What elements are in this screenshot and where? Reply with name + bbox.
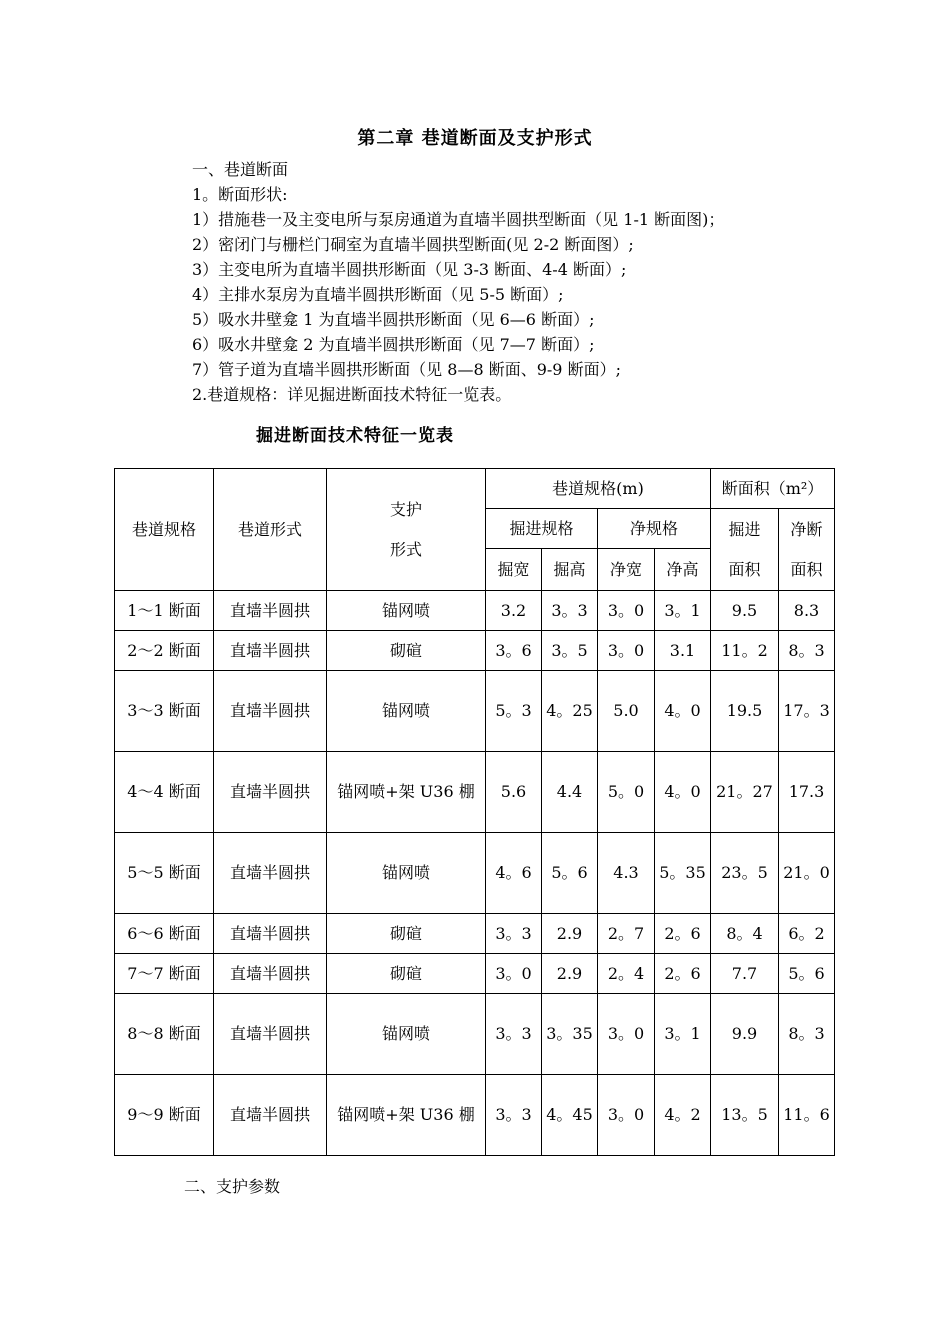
header-net: 净规格 xyxy=(598,509,711,549)
shape-line-7: 7）管子道为直墙半圆拱形断面（见 8—8 断面、9-9 断面）; xyxy=(192,360,621,379)
cell-support: 砌碹 xyxy=(327,914,486,954)
shape-line-2: 2）密闭门与栅栏门硐室为直墙半圆拱型断面(见 2-2 断面图）; xyxy=(192,235,634,254)
cell-exc-area: 11。2 xyxy=(711,631,779,671)
cell-exc-area: 19.5 xyxy=(711,671,779,752)
cell-net-width: 2。7 xyxy=(598,914,655,954)
cell-exc-height: 3。3 xyxy=(542,591,598,631)
cell-exc-height: 4.4 xyxy=(542,752,598,833)
cell-net-area: 17.3 xyxy=(779,752,835,833)
cell-exc-width: 3。0 xyxy=(486,954,542,994)
cell-spec: 9～9 断面 xyxy=(115,1075,214,1156)
header-excavation: 掘进规格 xyxy=(486,509,598,549)
header-dims-group: 巷道规格(m) xyxy=(486,469,711,509)
cell-support: 锚网喷+架 U36 棚 xyxy=(327,752,486,833)
cell-net-area: 8。3 xyxy=(779,631,835,671)
shape-line-3: 3）主变电所为直墙半圆拱形断面（见 3-3 断面、4-4 断面）; xyxy=(192,260,627,279)
cell-exc-area: 21。27 xyxy=(711,752,779,833)
cell-form: 直墙半圆拱 xyxy=(214,631,327,671)
cell-net-width: 3。0 xyxy=(598,1075,655,1156)
cell-net-height: 2。6 xyxy=(655,954,711,994)
table-row xyxy=(115,752,835,833)
header-support-line2: 形式 xyxy=(389,539,422,559)
cell-exc-width: 3。3 xyxy=(486,994,542,1075)
cell-exc-width: 3.2 xyxy=(486,591,542,631)
cell-form: 直墙半圆拱 xyxy=(214,914,327,954)
cell-exc-area: 8。4 xyxy=(711,914,779,954)
cell-exc-width: 3。3 xyxy=(486,914,542,954)
cell-spec: 1～1 断面 xyxy=(115,591,214,631)
cell-support: 砌碹 xyxy=(327,954,486,994)
cell-form: 直墙半圆拱 xyxy=(214,954,327,994)
cell-exc-area: 23。5 xyxy=(711,833,779,914)
cell-net-height: 4。2 xyxy=(655,1075,711,1156)
cell-form: 直墙半圆拱 xyxy=(214,833,327,914)
cell-spec: 3～3 断面 xyxy=(115,671,214,752)
cell-spec: 2～2 断面 xyxy=(115,631,214,671)
header-exc-area-line1: 掘进 xyxy=(728,519,761,539)
chapter-title: 第二章 巷道断面及支护形式 xyxy=(357,128,593,149)
cell-spec: 8～8 断面 xyxy=(115,994,214,1075)
cell-net-area: 8.3 xyxy=(779,591,835,631)
cell-net-area: 21。0 xyxy=(779,833,835,914)
cell-support: 锚网喷 xyxy=(327,833,486,914)
spec-table xyxy=(114,468,835,1156)
header-exc-area xyxy=(711,509,779,591)
cell-net-width: 3。0 xyxy=(598,591,655,631)
header-area-group: 断面积（m²） xyxy=(711,469,835,509)
header-net-height: 净高 xyxy=(655,549,711,591)
shape-line-6: 6）吸水井壁龛 2 为直墙半圆拱形断面（见 7—7 断面）; xyxy=(192,335,595,354)
cell-support: 砌碹 xyxy=(327,631,486,671)
table-row xyxy=(115,954,835,994)
shape-line-1: 1）措施巷一及主变电所与泵房通道为直墙半圆拱型断面（见 1-1 断面图)； xyxy=(192,210,725,229)
cell-net-height: 2。6 xyxy=(655,914,711,954)
cell-spec: 6～6 断面 xyxy=(115,914,214,954)
cell-net-area: 6。2 xyxy=(779,914,835,954)
cell-net-area: 11。6 xyxy=(779,1075,835,1156)
header-support-line1: 支护 xyxy=(389,499,422,519)
cell-exc-width: 5。3 xyxy=(486,671,542,752)
cell-exc-height: 3。35 xyxy=(542,994,598,1075)
cell-spec: 7～7 断面 xyxy=(115,954,214,994)
cell-exc-height: 2.9 xyxy=(542,954,598,994)
header-net-area-line2: 面积 xyxy=(790,559,823,579)
header-net-area xyxy=(779,509,835,591)
cell-net-width: 4.3 xyxy=(598,833,655,914)
cell-exc-area: 9.5 xyxy=(711,591,779,631)
shape-line-5: 5）吸水井壁龛 1 为直墙半圆拱形断面（见 6—6 断面）; xyxy=(192,310,595,329)
header-exc-width: 掘宽 xyxy=(486,549,542,591)
cell-exc-area: 13。5 xyxy=(711,1075,779,1156)
cell-exc-height: 5。6 xyxy=(542,833,598,914)
cell-net-area: 17。3 xyxy=(779,671,835,752)
cell-form: 直墙半圆拱 xyxy=(214,994,327,1075)
cell-net-height: 3。1 xyxy=(655,591,711,631)
cell-exc-height: 4。25 xyxy=(542,671,598,752)
cell-exc-height: 4。45 xyxy=(542,1075,598,1156)
table-row xyxy=(115,591,835,631)
cell-net-width: 5。0 xyxy=(598,752,655,833)
cell-spec: 5～5 断面 xyxy=(115,833,214,914)
header-spec: 巷道规格 xyxy=(115,469,214,591)
cell-net-height: 3。1 xyxy=(655,994,711,1075)
table-row xyxy=(115,1075,835,1156)
table-row xyxy=(115,671,835,752)
item2-line: 2.巷道规格：详见掘进断面技术特征一览表。 xyxy=(192,385,512,404)
cell-net-width: 3。0 xyxy=(598,631,655,671)
header-net-width: 净宽 xyxy=(598,549,655,591)
header-form: 巷道形式 xyxy=(214,469,327,591)
header-exc-height: 掘高 xyxy=(542,549,598,591)
cell-form: 直墙半圆拱 xyxy=(214,1075,327,1156)
cell-exc-height: 3。5 xyxy=(542,631,598,671)
cell-form: 直墙半圆拱 xyxy=(214,671,327,752)
section1-heading: 一、巷道断面 xyxy=(192,160,289,179)
cell-net-height: 4。0 xyxy=(655,752,711,833)
cell-exc-width: 3。6 xyxy=(486,631,542,671)
cell-support: 锚网喷+架 U36 棚 xyxy=(327,1075,486,1156)
cell-form: 直墙半圆拱 xyxy=(214,591,327,631)
cell-exc-height: 2.9 xyxy=(542,914,598,954)
cell-support: 锚网喷 xyxy=(327,671,486,752)
cell-exc-width: 5.6 xyxy=(486,752,542,833)
cell-net-area: 5。6 xyxy=(779,954,835,994)
cell-net-height: 5。35 xyxy=(655,833,711,914)
table-row xyxy=(115,833,835,914)
cell-net-area: 8。3 xyxy=(779,994,835,1075)
table-row xyxy=(115,631,835,671)
cell-net-width: 2。4 xyxy=(598,954,655,994)
cell-exc-area: 7.7 xyxy=(711,954,779,994)
cell-net-width: 3。0 xyxy=(598,994,655,1075)
table-row xyxy=(115,914,835,954)
cell-exc-area: 9.9 xyxy=(711,994,779,1075)
cell-net-height: 3.1 xyxy=(655,631,711,671)
item1-heading: 1。断面形状: xyxy=(192,185,288,204)
cell-form: 直墙半圆拱 xyxy=(214,752,327,833)
shape-line-4: 4）主排水泵房为直墙半圆拱形断面（见 5-5 断面）; xyxy=(192,285,564,304)
cell-support: 锚网喷 xyxy=(327,994,486,1075)
cell-net-width: 5.0 xyxy=(598,671,655,752)
table-row xyxy=(115,994,835,1075)
cell-exc-width: 4。6 xyxy=(486,833,542,914)
cell-exc-width: 3。3 xyxy=(486,1075,542,1156)
header-exc-area-line2: 面积 xyxy=(728,559,761,579)
cell-spec: 4～4 断面 xyxy=(115,752,214,833)
header-support xyxy=(327,469,486,591)
section2-heading: 二、支护参数 xyxy=(184,1177,281,1196)
cell-net-height: 4。0 xyxy=(655,671,711,752)
table-title: 掘进断面技术特征一览表 xyxy=(256,426,454,446)
header-net-area-line1: 净断 xyxy=(790,519,823,539)
cell-support: 锚网喷 xyxy=(327,591,486,631)
